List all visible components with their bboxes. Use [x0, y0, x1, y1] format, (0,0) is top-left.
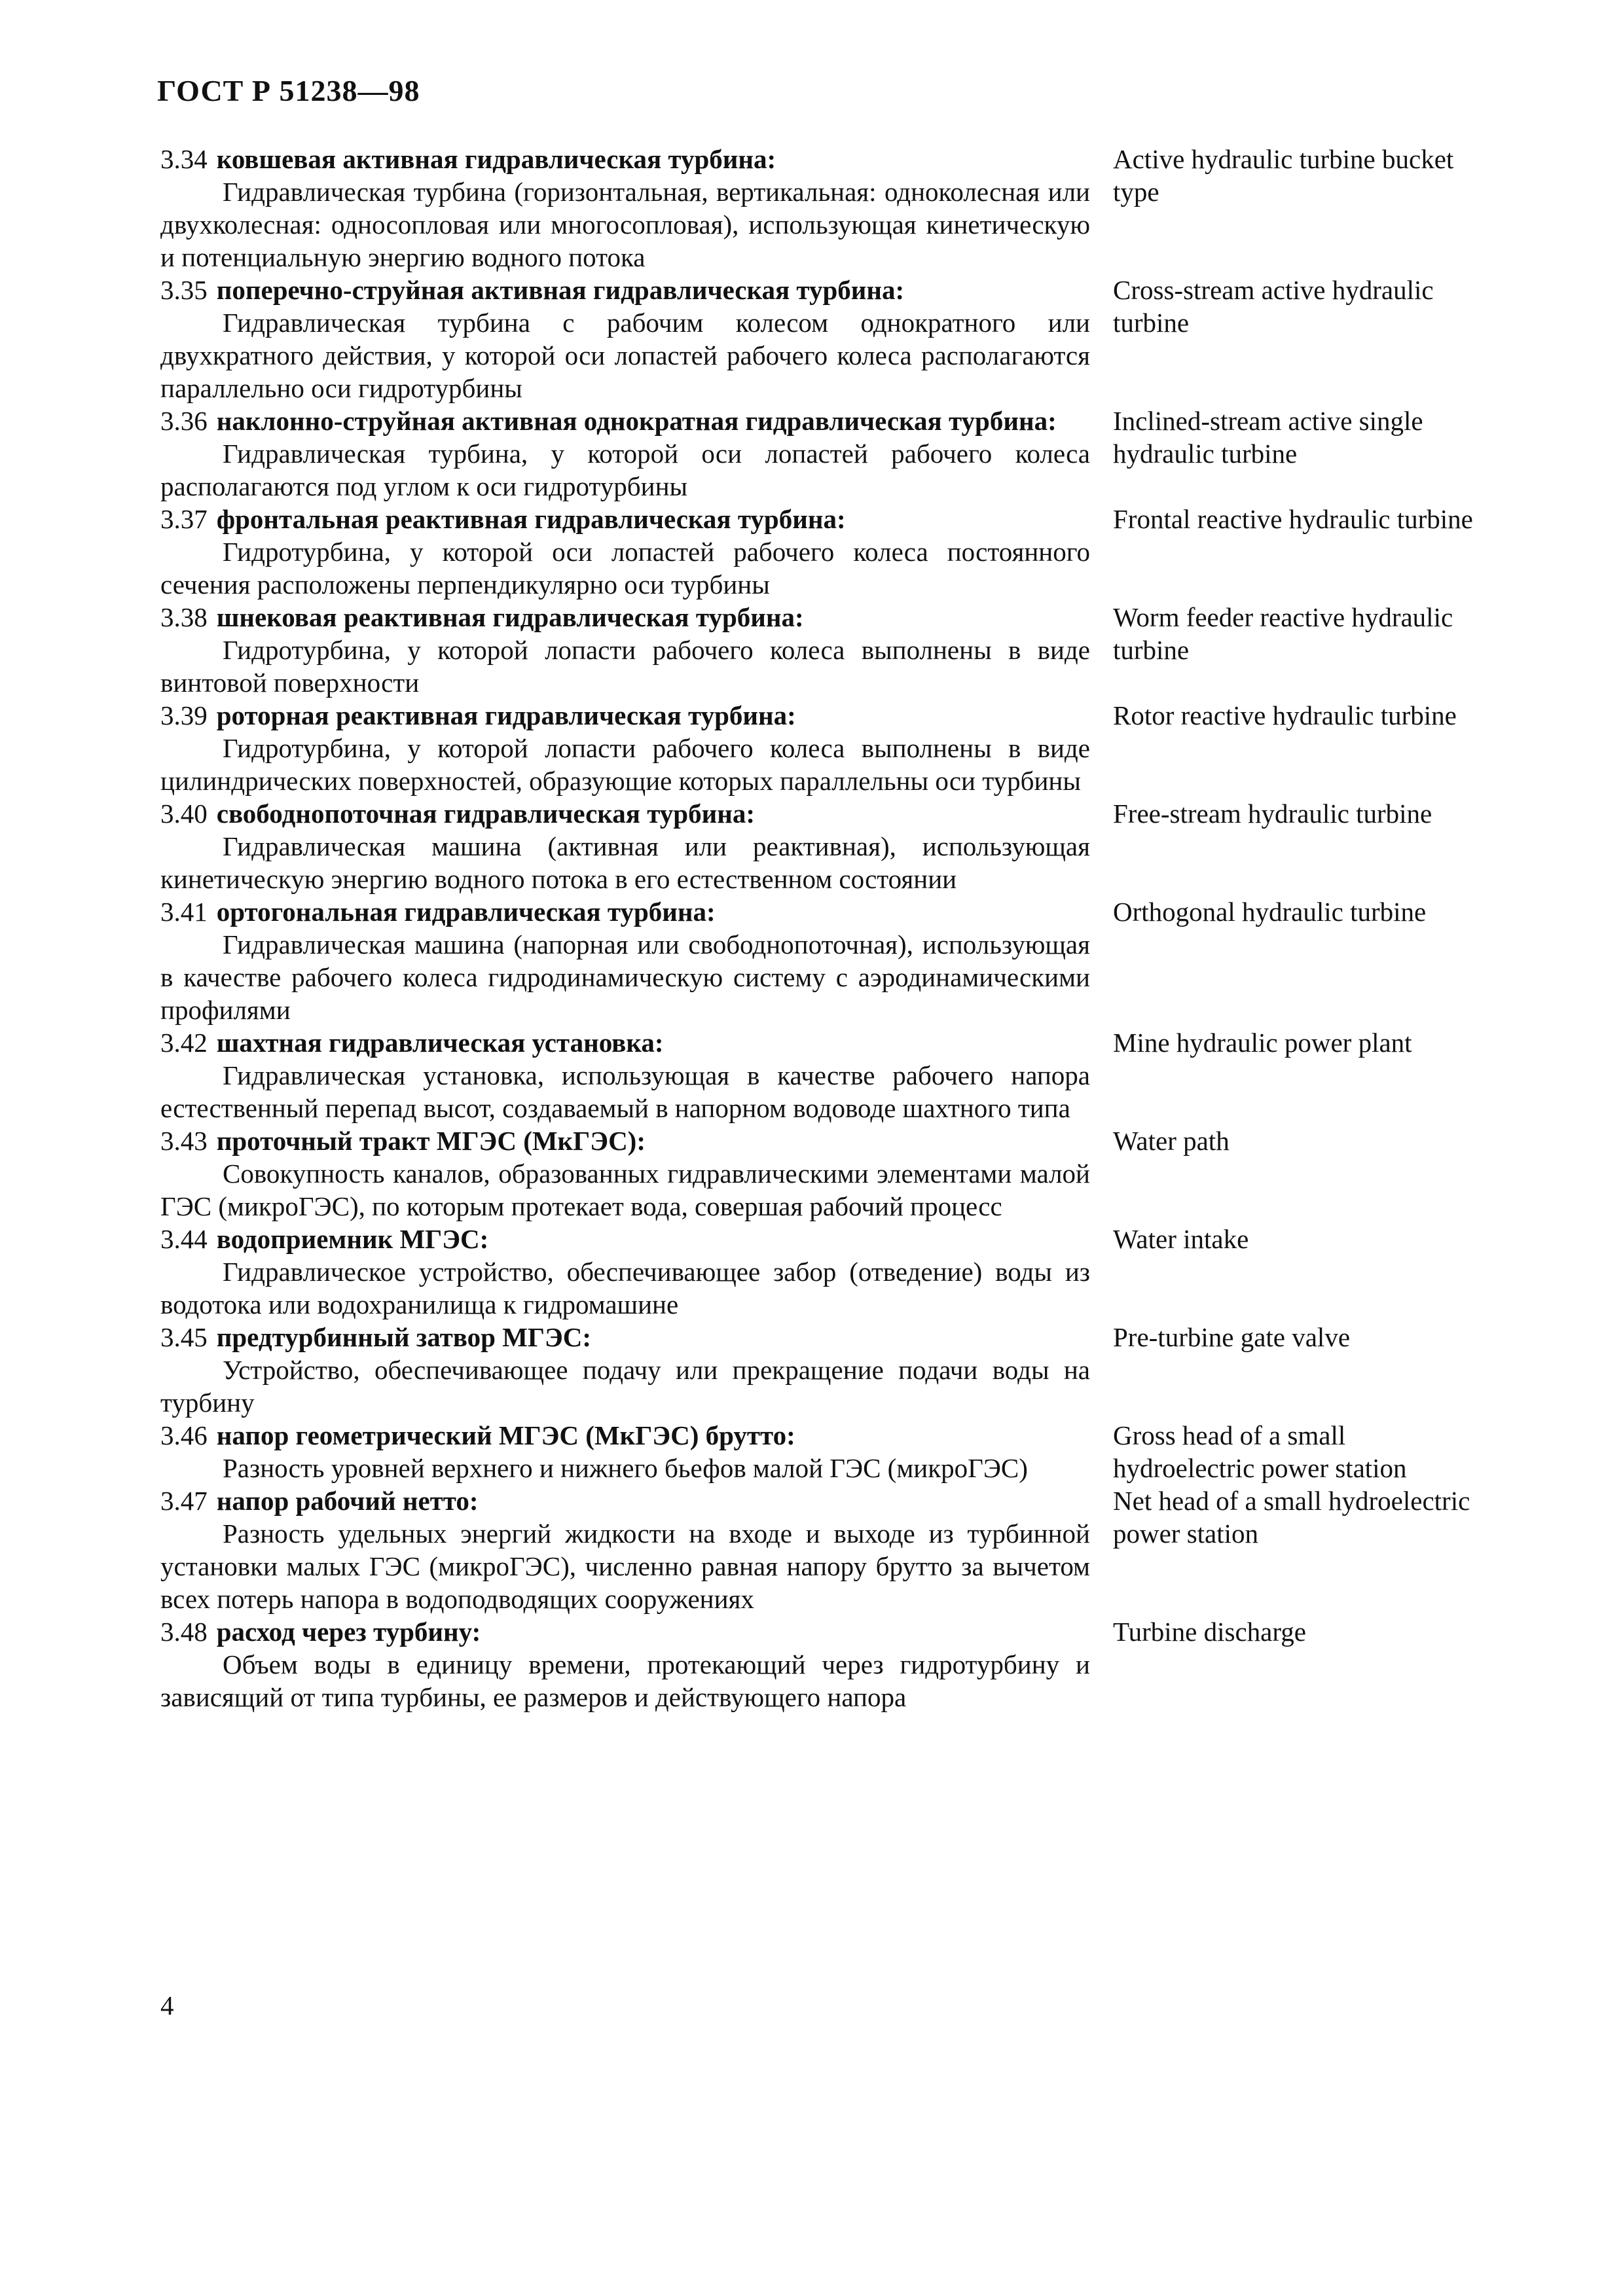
term-name: напор геометрический МГЭС (МкГЭС) брутто:	[216, 1420, 795, 1450]
term-definition: Гидравлическая турбина, у которой оси лопастей рабочего колеса располагаются под углом к оси гидротурбины	[160, 439, 1090, 501]
term-number: 3.37	[160, 504, 208, 534]
term-russian	[160, 1615, 1090, 1713]
term-heading	[160, 1026, 1090, 1059]
term-heading	[160, 274, 1090, 306]
term-russian	[160, 1321, 1090, 1419]
term-english: Free-stream hydraulic turbine	[1113, 798, 1432, 829]
term-heading	[160, 1124, 1090, 1157]
term-entry	[160, 601, 1480, 699]
term-english: Rotor reactive hydraulic turbine	[1113, 700, 1457, 730]
term-russian	[160, 274, 1090, 404]
term-heading	[160, 1419, 1090, 1452]
term-russian	[160, 1124, 1090, 1223]
term-russian	[160, 1419, 1090, 1484]
term-entry	[160, 895, 1480, 1026]
term-number: 3.35	[160, 275, 208, 305]
term-number: 3.34	[160, 144, 208, 174]
term-heading	[160, 1484, 1090, 1517]
term-heading	[160, 601, 1090, 634]
term-entry	[160, 797, 1480, 895]
term-heading	[160, 699, 1090, 732]
term-entry	[160, 503, 1480, 601]
term-heading	[160, 1223, 1090, 1255]
term-name: шахтная гидравлическая установка:	[216, 1028, 664, 1058]
term-english: Cross-stream active hydraulic turbine	[1113, 275, 1434, 338]
term-name: шнековая реактивная гидравлическая турбина:	[216, 602, 804, 632]
term-russian	[160, 1484, 1090, 1615]
term-number: 3.47	[160, 1486, 208, 1516]
term-number: 3.45	[160, 1322, 208, 1352]
term-definition: Гидротурбина, у которой лопасти рабочего колеса выполнены в виде цилиндрических поверхностей, образующие которых параллельны оси турбины	[160, 733, 1090, 796]
term-number: 3.41	[160, 897, 208, 927]
term-heading	[160, 143, 1090, 175]
term-russian	[160, 797, 1090, 895]
term-number: 3.40	[160, 798, 208, 829]
term-russian	[160, 1223, 1090, 1321]
term-definition: Гидравлическая машина (напорная или свободнопоточная), использующая в качестве рабочего колеса гидродинамическую систему с аэродинамическими профилями	[160, 929, 1090, 1025]
term-english: Water intake	[1113, 1224, 1249, 1254]
term-entry	[160, 143, 1480, 274]
term-definition: Гидротурбина, у которой лопасти рабочего колеса выполнены в виде винтовой поверхности	[160, 635, 1090, 698]
term-number: 3.39	[160, 700, 208, 730]
term-name: водоприемник МГЭС:	[216, 1224, 489, 1254]
term-heading	[160, 1615, 1090, 1648]
term-name: предтурбинный затвор МГЭС:	[216, 1322, 592, 1352]
term-number: 3.38	[160, 602, 208, 632]
term-name: ковшевая активная гидравлическая турбина:	[216, 144, 776, 174]
term-entry	[160, 1124, 1480, 1223]
term-definition: Гидротурбина, у которой оси лопастей рабочего колеса постоянного сечения расположены перпендикулярно оси турбины	[160, 537, 1090, 600]
term-name: наклонно-струйная активная однократная гидравлическая турбина:	[216, 406, 1057, 436]
term-heading	[160, 797, 1090, 830]
term-heading	[160, 503, 1090, 535]
term-definition: Разность уровней верхнего и нижнего бьефов малой ГЭС (микроГЭС)	[223, 1453, 1028, 1483]
term-entry	[160, 274, 1480, 404]
term-number: 3.46	[160, 1420, 208, 1450]
page-number: 4	[160, 1990, 174, 2020]
term-name: свободнопоточная гидравлическая турбина:	[216, 798, 756, 829]
term-definition: Объем воды в единицу времени, протекающий через гидротурбину и зависящий от типа турбины, ее размеров и действующего напора	[160, 1649, 1090, 1712]
term-definition: Гидравлическая установка, использующая в качестве рабочего напора естественный перепад высот, создаваемый в напорном водоводе шахтного типа	[160, 1060, 1090, 1123]
term-entry	[160, 1419, 1480, 1484]
term-definition: Разность удельных энергий жидкости на входе и выходе из турбинной установки малых ГЭС (микроГЭС), численно равная напору брутто за вычетом всех потерь напора в водоподводящих сооружениях	[160, 1518, 1090, 1614]
term-number: 3.48	[160, 1617, 208, 1647]
term-entry	[160, 1026, 1480, 1124]
term-number: 3.42	[160, 1028, 208, 1058]
term-definition: Гидравлическая машина (активная или реактивная), использующая кинетическую энергию водного потока в его естественном состоянии	[160, 831, 1090, 894]
term-english: Pre-turbine gate valve	[1113, 1322, 1351, 1352]
term-english: Turbine discharge	[1113, 1617, 1306, 1647]
term-name: фронтальная реактивная гидравлическая турбина:	[216, 504, 846, 534]
term-definition: Устройство, обеспечивающее подачу или прекращение подачи воды на турбину	[160, 1355, 1090, 1418]
term-name: ортогональная гидравлическая турбина:	[216, 897, 716, 927]
term-english: Worm feeder reactive hydraulic turbine	[1113, 602, 1453, 665]
term-russian	[160, 404, 1090, 503]
term-english: Net head of a small hydroelectric power station	[1113, 1486, 1470, 1549]
term-name: расход через турбину:	[216, 1617, 481, 1647]
term-entry	[160, 404, 1480, 503]
term-english: Water path	[1113, 1126, 1230, 1156]
term-definition: Гидравлическая турбина (горизонтальная, вертикальная: одноколесная или двухколесная: односопловая или многосопловая), использующая кинетическую и потенциальную энергию водного потока	[160, 177, 1090, 272]
term-heading	[160, 895, 1090, 928]
term-entry	[160, 1484, 1480, 1615]
term-number: 3.43	[160, 1126, 208, 1156]
term-english: Orthogonal hydraulic turbine	[1113, 897, 1427, 927]
term-number: 3.36	[160, 406, 208, 436]
term-name: напор рабочий нетто:	[216, 1486, 479, 1516]
term-name: проточный тракт МГЭС (МкГЭС):	[216, 1126, 646, 1156]
term-name: поперечно-струйная активная гидравлическая турбина:	[216, 275, 905, 305]
term-russian	[160, 699, 1090, 797]
term-name: роторная реактивная гидравлическая турбина:	[216, 700, 796, 730]
term-entry	[160, 1615, 1480, 1713]
terms-list	[160, 143, 1480, 1713]
term-russian	[160, 895, 1090, 1026]
term-definition: Гидравлическое устройство, обеспечивающее забор (отведение) воды из водотока или водохранилища к гидромашине	[160, 1257, 1090, 1319]
term-definition: Совокупность каналов, образованных гидравлическими элементами малой ГЭС (микроГЭС), по которым протекает вода, совершая рабочий процесс	[160, 1158, 1090, 1221]
term-russian	[160, 503, 1090, 601]
term-entry	[160, 1223, 1480, 1321]
term-heading	[160, 404, 1090, 437]
term-entry	[160, 699, 1480, 797]
term-number: 3.44	[160, 1224, 208, 1254]
term-english: Inclined-stream active single hydraulic turbine	[1113, 406, 1423, 469]
term-heading	[160, 1321, 1090, 1354]
term-definition: Гидравлическая турбина с рабочим колесом однократного или двухкратного действия, у которой оси лопастей рабочего колеса располагаются параллельно оси гидротурбины	[160, 308, 1090, 403]
term-russian	[160, 143, 1090, 274]
document-header: ГОСТ Р 51238—98	[157, 74, 420, 107]
term-english: Active hydraulic turbine bucket type	[1113, 144, 1454, 207]
term-russian	[160, 601, 1090, 699]
term-english: Frontal reactive hydraulic turbine	[1113, 504, 1473, 534]
term-english: Mine hydraulic power plant	[1113, 1028, 1412, 1058]
term-english: Gross head of a small hydroelectric power station	[1113, 1420, 1407, 1483]
term-russian	[160, 1026, 1090, 1124]
term-entry	[160, 1321, 1480, 1419]
